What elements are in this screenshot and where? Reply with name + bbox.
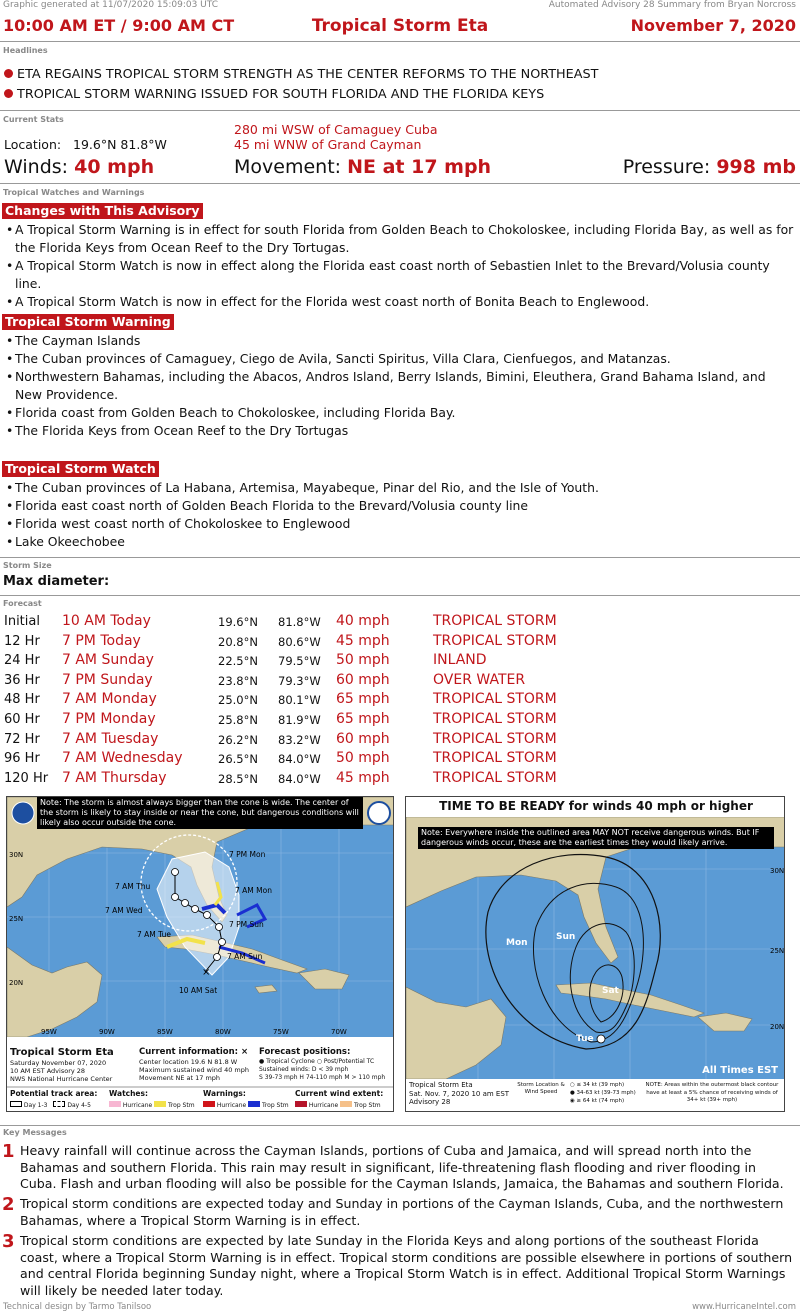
divider (0, 183, 800, 184)
all-times-label: All Times EST (702, 1065, 778, 1076)
list-item: • The Cayman Islands (6, 332, 796, 350)
forecast-hour: 24 Hr (4, 653, 40, 669)
location-ref-2: 45 mi WNW of Grand Cayman (234, 137, 422, 152)
forecast-lon: 81.9°W (278, 713, 321, 727)
lat-label: 25N (9, 915, 24, 923)
header-time: 10:00 AM ET / 9:00 AM CT (3, 16, 235, 35)
noaa-logo-icon (12, 802, 34, 824)
footer-credit: Technical design by Tarmo Tanilsoo (3, 1302, 152, 1312)
pressure-stat: Pressure: 998 mb (622, 156, 796, 178)
forecast-time: 7 AM Tuesday (62, 730, 159, 747)
list-item: • The Florida Keys from Ocean Reef to the Dry Tortugas (6, 422, 796, 440)
arrival-legend: ○ ≤ 34 kt (39 mph) ● 34-63 kt (39-73 mph) ◉ ≥ 64 kt (74 mph) (570, 1082, 636, 1104)
forecast-lon: 80.1°W (278, 693, 321, 708)
forecast-time: 7 PM Monday (62, 711, 156, 727)
forecast-wind: 60 mph (336, 730, 390, 747)
list-item: • A Tropical Storm Warning is in effect for south Florida from Golden Beach to Chokoloskee, including Florida Bay, as well as for the Florida Keys from Ocean Reef to the Dry Tortugas. (6, 221, 796, 257)
arrival-day-label: Sun (556, 932, 576, 942)
forecast-type: TROPICAL STORM (433, 691, 557, 708)
storm-position-label: 7 AM Thu (115, 882, 151, 891)
movement-value: NE at 17 mph (347, 156, 492, 178)
svg-text:×: × (202, 967, 211, 978)
header-date: November 7, 2020 (630, 16, 796, 35)
forecast-type: TROPICAL STORM (433, 632, 557, 649)
footer-site: www.HurricaneIntel.com (692, 1302, 796, 1312)
forecast-lon: 84.0°W (278, 752, 321, 767)
list-item: • Florida east coast north of Golden Beach Florida to the Brevard/Volusia county line (6, 497, 796, 515)
list-item: • Lake Okeechobee (6, 533, 796, 551)
forecast-wind: 45 mph (336, 769, 390, 786)
cone-info-title: Current information: × (139, 1047, 249, 1057)
forecast-type: TROPICAL STORM (433, 730, 557, 747)
arrival-day-label: Mon (506, 938, 528, 948)
wind-extent-label: Current wind extent: (295, 1089, 384, 1098)
forecast-time: 7 AM Thursday (62, 769, 167, 786)
lat-label: 25N (770, 947, 785, 955)
cone-subtitle: Saturday November 07, 2020 10 AM EST Advisory 28 NWS National Hurricane Center (10, 1059, 113, 1083)
forecast-wind: 45 mph (336, 632, 390, 649)
arrival-footer-note: NOTE: Areas within the outermost black contour have at least a 5% chance of receiving winds of 34+ kt (39+ mph) (645, 1082, 779, 1103)
storm-position-label: 7 AM Tue (137, 930, 171, 939)
list-item: • The Cuban provinces of Camaguey, Ciego de Avila, Sancti Spiritus, Villa Clara, Cienfuegos, and Matanzas. (6, 350, 796, 368)
forecast-lat: 22.5°N (218, 654, 258, 669)
forecast-lat: 25.8°N (218, 713, 258, 727)
forecast-time: 7 PM Sunday (62, 671, 153, 688)
arrival-footer-info: Tropical Storm Eta Sat. Nov. 7, 2020 10 am EST Advisory 28 (409, 1081, 510, 1106)
watches-label: Tropical Watches and Warnings (3, 188, 145, 197)
key-message-number: 2 (2, 1194, 15, 1215)
forecast-lat: 23.8°N (218, 673, 258, 688)
forecast-wind: 65 mph (336, 711, 390, 727)
lon-label: 75W (273, 1028, 289, 1036)
location (4, 137, 167, 152)
list-item: • The Cuban provinces of La Habana, Artemisa, Mayabeque, Pinar del Rio, and the Isle of Youth. (6, 479, 796, 497)
nws-logo-icon (368, 802, 390, 824)
winds-stat: Winds: 40 mph (4, 156, 155, 178)
headline-item: TROPICAL STORM WARNING ISSUED FOR SOUTH FLORIDA AND THE FLORIDA KEYS (4, 87, 544, 102)
winds-value: 40 mph (74, 156, 155, 178)
storm-position-label: 10 AM Sat (179, 986, 218, 995)
forecast-wind: 65 mph (336, 691, 390, 708)
lat-label: 30N (770, 867, 785, 875)
storm-position-label: 7 AM Mon (235, 886, 272, 895)
arrival-map-graphic (406, 817, 785, 1079)
cone-note: Note: The storm is almost always bigger than the cone is wide. The center of the storm is likely to stay inside or near the cone, but dangerous conditions will likely also occur outside the cone. (37, 797, 363, 829)
stats-label: Current Stats (3, 115, 64, 124)
forecast-type: OVER WATER (433, 671, 526, 688)
lon-label: 90W (99, 1028, 115, 1036)
forecast-type: INLAND (433, 652, 487, 669)
headlines-label: Headlines (3, 46, 48, 55)
divider (0, 557, 800, 558)
list-item: • Northwestern Bahamas, including the Abacos, Andros Island, Berry Islands, Bimini, Eleuthera, Grand Bahama Island, and New Providence. (6, 368, 796, 404)
arrival-legend-label: Storm Location & Wind Speed (517, 1082, 565, 1095)
forecast-lon: 80.6°W (278, 634, 321, 649)
warnings-legend: Hurricane Trop Stm (203, 1101, 289, 1109)
cone-title: Tropical Storm Eta (10, 1047, 114, 1058)
storm-size-label: Storm Size (3, 561, 52, 570)
forecast-hour: 96 Hr (4, 751, 40, 767)
arrival-note: Note: Everywhere inside the outlined area MAY NOT receive dangerous winds. But IF dangerous winds occur, these are the earliest times they would likely arrive. (418, 827, 774, 849)
changes-list (6, 221, 796, 311)
watches-legend-label: Watches: (109, 1089, 148, 1098)
forecast-lat: 25.0°N (218, 693, 258, 708)
forecast-lon: 81.8°W (278, 615, 321, 629)
advisory-source: Automated Advisory 28 Summary from Bryan Norcross (548, 0, 796, 10)
divider (0, 41, 800, 42)
forecast-positions-title: Forecast positions: (259, 1047, 351, 1057)
watch-tag: Tropical Storm Watch (2, 461, 159, 477)
key-message-text: Tropical storm conditions are expected by late Sunday in the Florida Keys and along portions of the southeast Florida coast, where a Tropical Storm Warning is in effect. Tropical storm conditions are possible elsewhere in portions of southern and central Florida beginning Sunday night, where a Tropical Storm Watch is in effect. Additional Tropical Storm Warnings will likely be needed later today. (20, 1233, 793, 1298)
forecast-type: TROPICAL STORM (433, 769, 557, 786)
day45-swatch (53, 1101, 65, 1107)
forecast-lon: 79.5°W (278, 654, 321, 669)
max-diameter-label: Max diameter: (3, 574, 110, 589)
list-item: • Florida west coast north of Chokoloskee to Englewood (6, 515, 796, 533)
forecast-lon: 83.2°W (278, 732, 321, 747)
forecast-time: 10 AM Today (62, 613, 151, 629)
forecast-lat: 26.5°N (218, 752, 258, 767)
forecast-wind: 50 mph (336, 750, 390, 767)
lat-label: 20N (9, 979, 24, 987)
key-message-text: Heavy rainfall will continue across the Cayman Islands, portions of Cuba and Jamaica, and will spread north into the Bahamas and southern Florida. This rain may result in significant, life-threatening flash flooding and river flooding in Cuba. Flash and urban flooding will also be possible for the Cayman Islands, Jamaica, the Bahamas and southern Florida. (20, 1143, 784, 1191)
storm-position-label: 7 AM Sun (227, 952, 263, 961)
bullet-dot-icon (4, 69, 13, 78)
forecast-hour: 120 Hr (4, 770, 49, 786)
forecast-hour: 72 Hr (4, 731, 40, 747)
location-label: Location: (4, 137, 62, 152)
headline-item: ETA REGAINS TROPICAL STORM STRENGTH AS THE CENTER REFORMS TO THE NORTHEAST (4, 67, 598, 82)
forecast-type: TROPICAL STORM (433, 711, 557, 727)
lon-label: 80W (215, 1028, 231, 1036)
generated-timestamp: Graphic generated at 11/07/2020 15:09:03 UTC (3, 0, 219, 10)
forecast-lat: 20.8°N (218, 634, 258, 649)
arrival-map (405, 796, 785, 1112)
forecast-hour: 48 Hr (4, 692, 40, 708)
key-message-number: 3 (2, 1231, 15, 1252)
key-message-number: 1 (2, 1141, 15, 1162)
pressure-value: 998 mb (716, 156, 796, 178)
storm-position-label: 7 PM Mon (229, 850, 266, 859)
forecast-wind: 60 mph (336, 671, 390, 688)
lon-label: 95W (41, 1028, 57, 1036)
forecast-time: 7 PM Today (62, 632, 141, 649)
changes-tag: Changes with This Advisory (2, 203, 203, 219)
forecast-lon: 79.3°W (278, 673, 321, 688)
list-item: • A Tropical Storm Watch is now in effect along the Florida east coast north of Sebastien Inlet to the Brevard/Volusia county line. (6, 257, 796, 293)
track-area-label: Potential track area: (10, 1089, 98, 1098)
forecast-time: 7 AM Sunday (62, 652, 154, 669)
forecast-type: TROPICAL STORM (433, 750, 557, 767)
list-item: • Florida coast from Golden Beach to Chokoloskee, including Florida Bay. (6, 404, 796, 422)
warnings-legend-label: Warnings: (203, 1089, 246, 1098)
forecast-lon: 84.0°W (278, 771, 321, 786)
day13-swatch (10, 1101, 22, 1107)
forecast-hour: 60 Hr (4, 712, 40, 727)
forecast-time: 7 AM Monday (62, 691, 157, 708)
forecast-hour: 36 Hr (4, 672, 40, 688)
movement-stat: Movement: NE at 17 mph (234, 156, 492, 178)
arrival-day-label: Sat (602, 986, 619, 996)
forecast-time: 7 AM Wednesday (62, 750, 183, 767)
page-title: Tropical Storm Eta (311, 16, 489, 36)
forecast-wind: 40 mph (336, 613, 390, 629)
forecast-type: TROPICAL STORM (433, 613, 557, 629)
lon-label: 85W (157, 1028, 173, 1036)
forecast-lat: 28.5°N (218, 771, 258, 786)
watch-list (6, 479, 796, 551)
key-message-text: Tropical storm conditions are expected today and Sunday in portions of the Cayman Islands, Cuba, and the northwestern Bahamas, where a Tropical Storm Warning is in effect. (20, 1196, 784, 1228)
divider (0, 1125, 800, 1126)
lat-label: 20N (770, 1023, 785, 1031)
divider (0, 595, 800, 596)
cone-map (6, 796, 394, 1112)
arrival-day-label: Tue (576, 1034, 594, 1044)
location-value: 19.6°N 81.8°W (73, 137, 167, 152)
warning-list (6, 332, 796, 440)
arrival-title: TIME TO BE READY for winds 40 mph or higher (439, 799, 753, 813)
forecast-lat: 26.2°N (218, 732, 258, 747)
storm-position-label: 7 PM Sun (229, 920, 264, 929)
forecast-hour: 12 Hr (4, 633, 40, 649)
cone-info: Center location 19.6 N 81.8 W Maximum sustained wind 40 mph Movement NE at 17 mph (139, 1058, 249, 1082)
wind-extent-legend: Hurricane Trop Stm (295, 1101, 381, 1109)
location-ref-1: 280 mi WSW of Camaguey Cuba (234, 122, 438, 137)
key-messages-label: Key Messages (3, 1128, 67, 1137)
bullet-dot-icon (4, 89, 13, 98)
forecast-positions-legend: ● Tropical Cyclone ○ Post/Potential TC Sustained winds: D < 39 mph S 39-73 mph H 74-110 mph M > 110 mph (259, 1058, 386, 1081)
track-area-legend: Day 1-3 Day 4-5 (10, 1101, 91, 1109)
forecast-label: Forecast (3, 599, 42, 608)
forecast-hour: Initial (4, 614, 40, 629)
lon-label: 70W (331, 1028, 347, 1036)
list-item: • A Tropical Storm Watch is now in effect for the Florida west coast north of Bonita Beach to Englewood. (6, 293, 796, 311)
forecast-lat: 19.6°N (218, 615, 258, 629)
forecast-wind: 50 mph (336, 652, 390, 669)
warning-tag: Tropical Storm Warning (2, 314, 174, 330)
lat-label: 30N (9, 851, 24, 859)
divider (0, 110, 800, 111)
storm-position-label: 7 AM Wed (105, 906, 143, 915)
watches-legend: Hurricane Trop Stm (109, 1101, 195, 1109)
